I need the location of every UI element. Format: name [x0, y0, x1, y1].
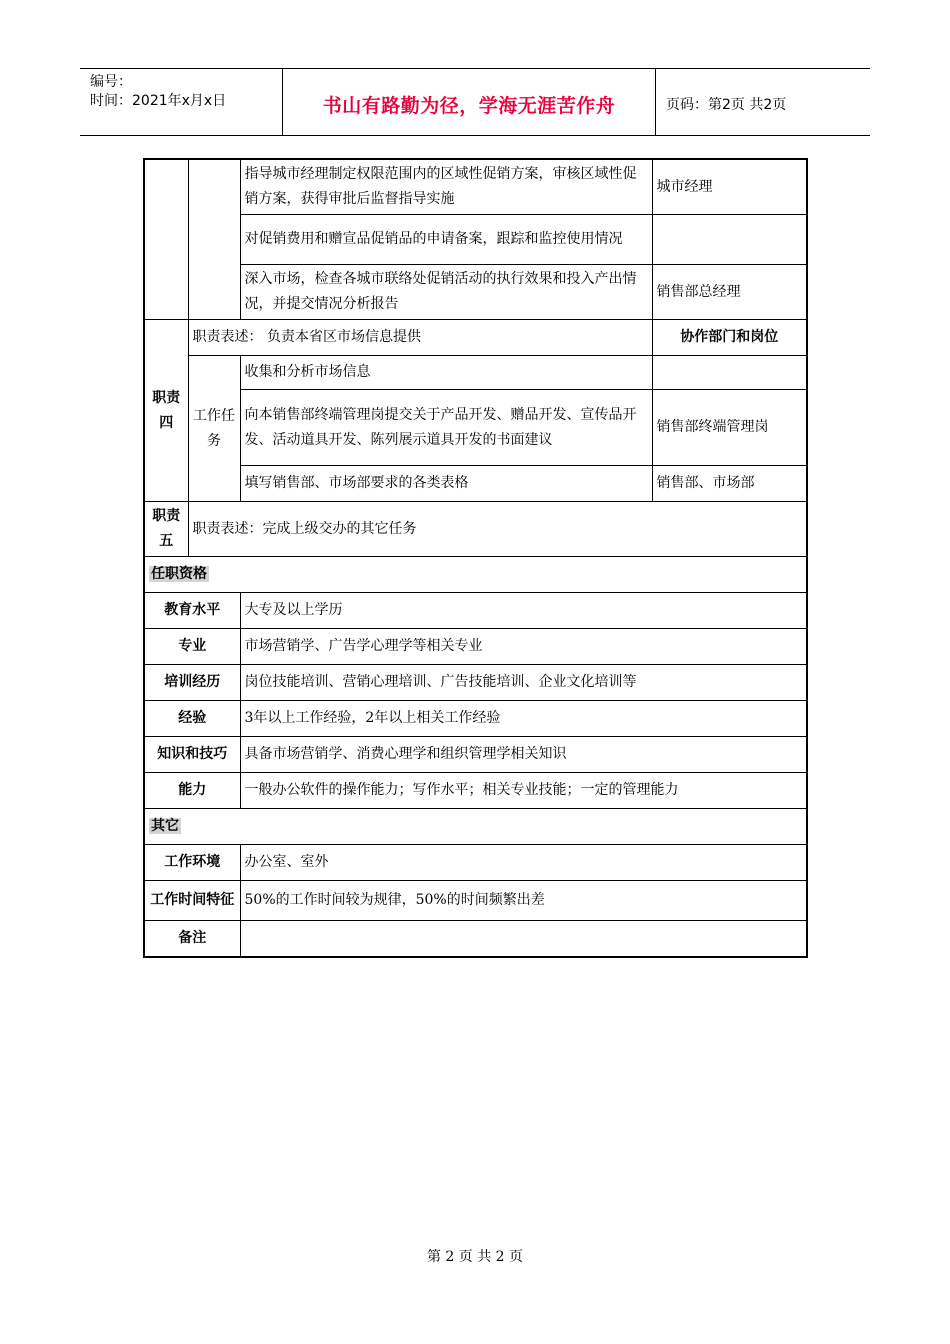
duty3-task-row: [144, 159, 807, 215]
task-partner: 销售部终端管理岗: [652, 390, 807, 466]
other-label: 工作时间特征: [144, 881, 240, 921]
task-text: 深入市场，检查各城市联络处促销活动的执行效果和投入产出情况，并提交情况分析报告: [240, 265, 652, 320]
other-row: [144, 845, 807, 881]
task-partner: [652, 356, 807, 390]
qualifications-title: 任职资格: [151, 566, 207, 582]
duty3-task-label-cell: [188, 159, 240, 320]
qualification-label: 专业: [144, 629, 240, 665]
qualification-value: 岗位技能培训、营销心理培训、广告技能培训、企业文化培训等: [240, 665, 807, 701]
job-description-table: [143, 158, 808, 958]
page-footer: 第 2 页 共 2 页: [426, 1249, 524, 1265]
header-meta: [80, 69, 283, 135]
qualification-value: 大专及以上学历: [240, 593, 807, 629]
partner-column-header: 协作部门和岗位: [652, 320, 807, 356]
other-value: 办公室、室外: [240, 845, 807, 881]
qualification-value: 一般办公软件的操作能力；写作水平；相关专业技能；一定的管理能力: [240, 773, 807, 809]
qualification-row: [144, 593, 807, 629]
qualification-label: 知识和技巧: [144, 737, 240, 773]
task-text: 向本销售部终端管理岗提交关于产品开发、赠品开发、宣传品开发、活动道具开发、陈列展示道具开发的书面建议: [240, 390, 652, 466]
section-row: [144, 557, 807, 593]
qualification-row: [144, 773, 807, 809]
other-value: [240, 921, 807, 957]
document-number: 编号：: [90, 74, 132, 90]
document-time: 时间：2021年x月x日: [90, 93, 227, 109]
other-label: 工作环境: [144, 845, 240, 881]
duty3-task-row: [144, 215, 807, 265]
header-page-cell: [656, 69, 870, 135]
section-row: [144, 809, 807, 845]
qualification-label: 能力: [144, 773, 240, 809]
qualification-row: [144, 665, 807, 701]
duty4-task-row: [144, 390, 807, 466]
qualification-value: 市场营销学、广告学心理学等相关专业: [240, 629, 807, 665]
task-text: 对促销费用和赠宣品促销品的申请备案，跟踪和监控使用情况: [240, 215, 652, 265]
qualification-value: 3年以上工作经验，2年以上相关工作经验: [240, 701, 807, 737]
duty5-label: 职责五: [144, 502, 188, 557]
task-text: 指导城市经理制定权限范围内的区域性促销方案，审核区域性促销方案，获得审批后监督指导实施: [240, 159, 652, 215]
header-page-number: 页码：第2页 共2页: [666, 97, 787, 113]
task-partner: 城市经理: [652, 159, 807, 215]
task-partner: 销售部总经理: [652, 265, 807, 320]
duty3-task-row: [144, 265, 807, 320]
qualification-row: [144, 737, 807, 773]
other-row: [144, 921, 807, 957]
qualification-row: [144, 629, 807, 665]
duty5-statement: 职责表述：完成上级交办的其它任务: [188, 502, 807, 557]
task-partner: 销售部、市场部: [652, 466, 807, 502]
duty5-row: [144, 502, 807, 557]
other-row: [144, 881, 807, 921]
qualification-label: 教育水平: [144, 593, 240, 629]
task-text: 填写销售部、市场部要求的各类表格: [240, 466, 652, 502]
duty4-statement-row: [144, 320, 807, 356]
duty4-task-label: 工作任务: [188, 356, 240, 502]
header-motto-cell: [283, 69, 656, 135]
duty4-task-row: [144, 356, 807, 390]
page-header: [80, 68, 870, 136]
duty4-label: 职责四: [144, 320, 188, 502]
qualification-label: 培训经历: [144, 665, 240, 701]
other-value: 50%的工作时间较为规律，50%的时间频繁出差: [240, 881, 807, 921]
other-title: 其它: [151, 818, 179, 834]
duty3-label-cell: [144, 159, 188, 320]
header-motto: 书山有路勤为径，学海无涯苦作舟: [322, 95, 616, 117]
qualification-row: [144, 701, 807, 737]
section-title: [144, 557, 807, 593]
duty4-task-row: [144, 466, 807, 502]
other-label: 备注: [144, 921, 240, 957]
section-title: [144, 809, 807, 845]
qualification-value: 具备市场营销学、消费心理学和组织管理学相关知识: [240, 737, 807, 773]
task-text: 收集和分析市场信息: [240, 356, 652, 390]
task-partner: [652, 215, 807, 265]
qualification-label: 经验: [144, 701, 240, 737]
duty4-statement: 职责表述： 负责本省区市场信息提供: [188, 320, 652, 356]
